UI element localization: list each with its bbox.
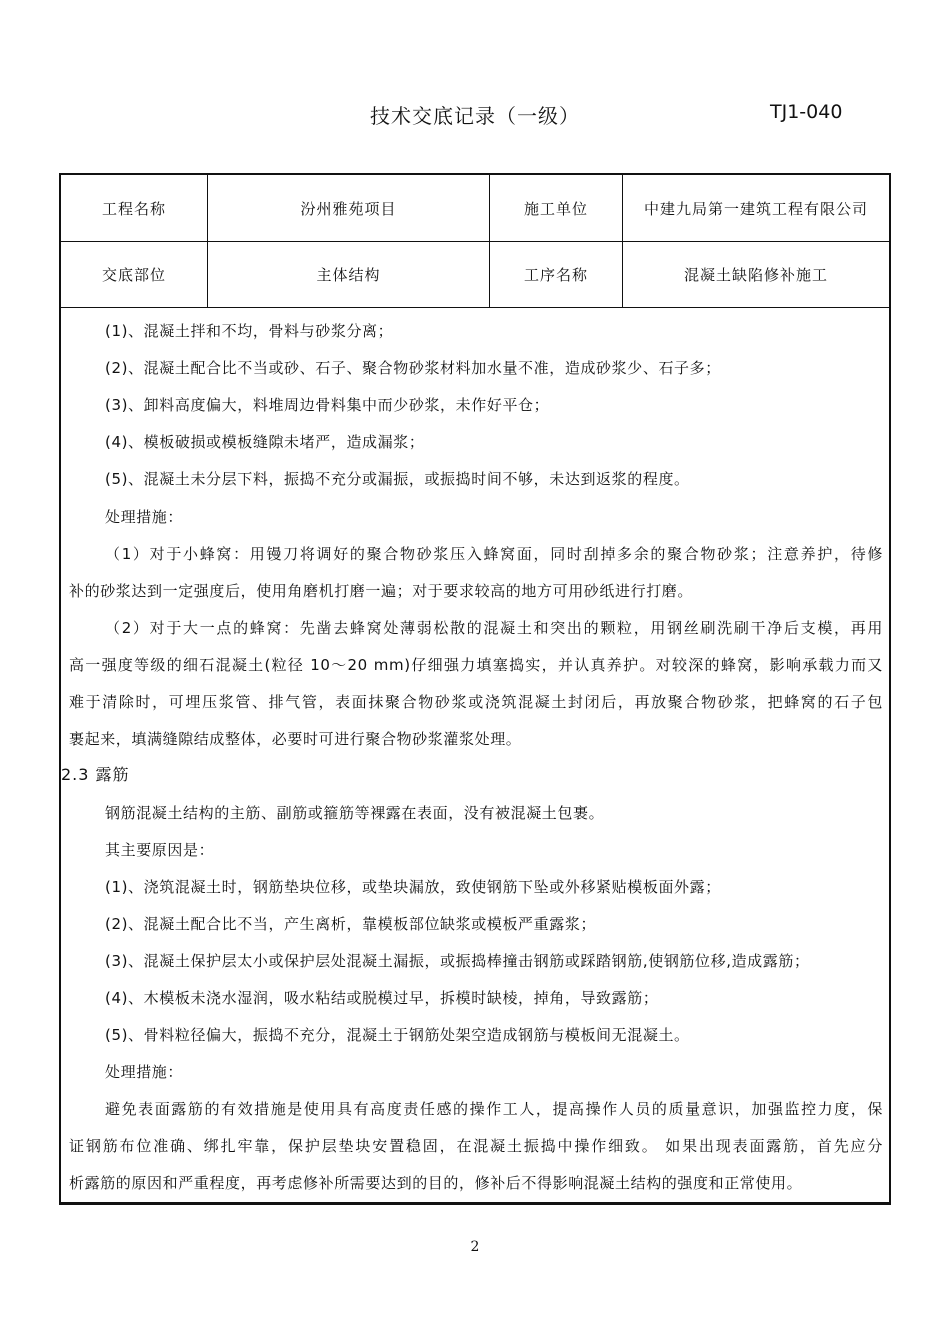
content-line: 析露筋的原因和严重程度，再考虑修补所需要达到的目的，修补后不得影响混凝土结构的强度和正常使用。 (69, 1174, 803, 1192)
content-line: 高一强度等级的细石混凝土(粒径 10～20 mm)仔细强力填塞捣实，并认真养护。对较深的蜂窝，影响承载力而又 (69, 656, 883, 674)
project-name-label: 工程名称 (61, 175, 208, 241)
content-line: (5)、骨料粒径偏大，振捣不充分，混凝土于钢筋处架空造成钢筋与模板间无混凝土。 (105, 1026, 690, 1044)
content-line: 补的砂浆达到一定强度后，使用角磨机打磨一遍；对于要求较高的地方可用砂纸进行打磨。 (69, 582, 694, 600)
page-number: 2 (470, 1239, 480, 1255)
content-line: 处理措施： (105, 508, 184, 526)
document-title: 技术交底记录（一级） (370, 104, 580, 128)
content-line: 其主要原因是： (105, 841, 215, 859)
content-line: （2）对于大一点的蜂窝：先凿去蜂窝处薄弱松散的混凝土和突出的颗粒，用钢丝刷洗刷干净后支模，再用 (105, 619, 883, 637)
content-line: (2)、混凝土配合比不当或砂、石子、聚合物砂浆材料加水量不准，造成砂浆少、石子多； (105, 359, 721, 377)
content-line: 难于清除时，可埋压浆管、排气管，表面抹聚合物砂浆或浇筑混凝土封闭后，再放聚合物砂浆，把蜂窝的石子包 (69, 693, 883, 711)
disclosure-part-label: 交底部位 (61, 241, 208, 307)
process-name-value: 混凝土缺陷修补施工 (683, 265, 828, 284)
disclosure-part-value: 主体结构 (208, 241, 490, 307)
contractor-value: 中建九局第一建筑工程有限公司 (643, 199, 868, 218)
content-line: (1)、混凝土拌和不均，骨料与砂浆分离； (105, 322, 394, 340)
document-code: TJ1-040 (770, 101, 843, 123)
table-row (61, 241, 889, 308)
content-line: (3)、混凝土保护层太小或保护层处混凝土漏振，或振捣棒撞击钢筋或踩踏钢筋,使钢筋位移,造成露筋； (105, 952, 810, 970)
content-line: 证钢筋布位准确、绑扎牢靠，保护层垫块安置稳固，在混凝土振捣中操作细致。 如果出现表面露筋，首先应分 (69, 1137, 883, 1155)
content-line: (1)、浇筑混凝土时，钢筋垫块位移，或垫块漏放，致使钢筋下坠或外移紧贴模板面外露； (105, 878, 721, 896)
process-name-label: 工序名称 (490, 241, 623, 307)
content-line: (2)、混凝土配合比不当，产生离析，靠模板部位缺浆或模板严重露浆； (105, 915, 597, 933)
project-name-value: 汾州雅苑项目 (208, 175, 490, 241)
content-line: 避免表面露筋的有效措施是使用具有高度责任感的操作工人，提高操作人员的质量意识，加强监控力度，保 (105, 1100, 883, 1118)
content-line: (4)、木模板未浇水湿润，吸水粘结或脱模过早，拆模时缺棱，掉角，导致露筋； (105, 989, 659, 1007)
section-heading: 2.3 露筋 (61, 765, 130, 784)
content-line: 处理措施： (105, 1063, 184, 1081)
table-row (61, 175, 889, 242)
content-line: 钢筋混凝土结构的主筋、副筋或箍筋等裸露在表面，没有被混凝土包裹。 (105, 804, 605, 822)
content-line: (4)、模板破损或模板缝隙未堵严，造成漏浆； (105, 433, 425, 451)
content-line: (3)、卸料高度偏大，料堆周边骨料集中而少砂浆，未作好平仓； (105, 396, 550, 414)
content-line: (5)、混凝土未分层下料，振捣不充分或漏振，或振捣时间不够，未达到返浆的程度。 (105, 470, 690, 488)
content-line: 裹起来，填满缝隙结成整体，必要时可进行聚合物砂浆灌浆处理。 (69, 730, 522, 748)
contractor-label: 施工单位 (490, 175, 623, 241)
content-line: （1）对于小蜂窝：用镘刀将调好的聚合物砂浆压入蜂窝面，同时刮掉多余的聚合物砂浆；注意养护，待修 (105, 545, 883, 563)
disclosure-table (59, 173, 891, 1205)
